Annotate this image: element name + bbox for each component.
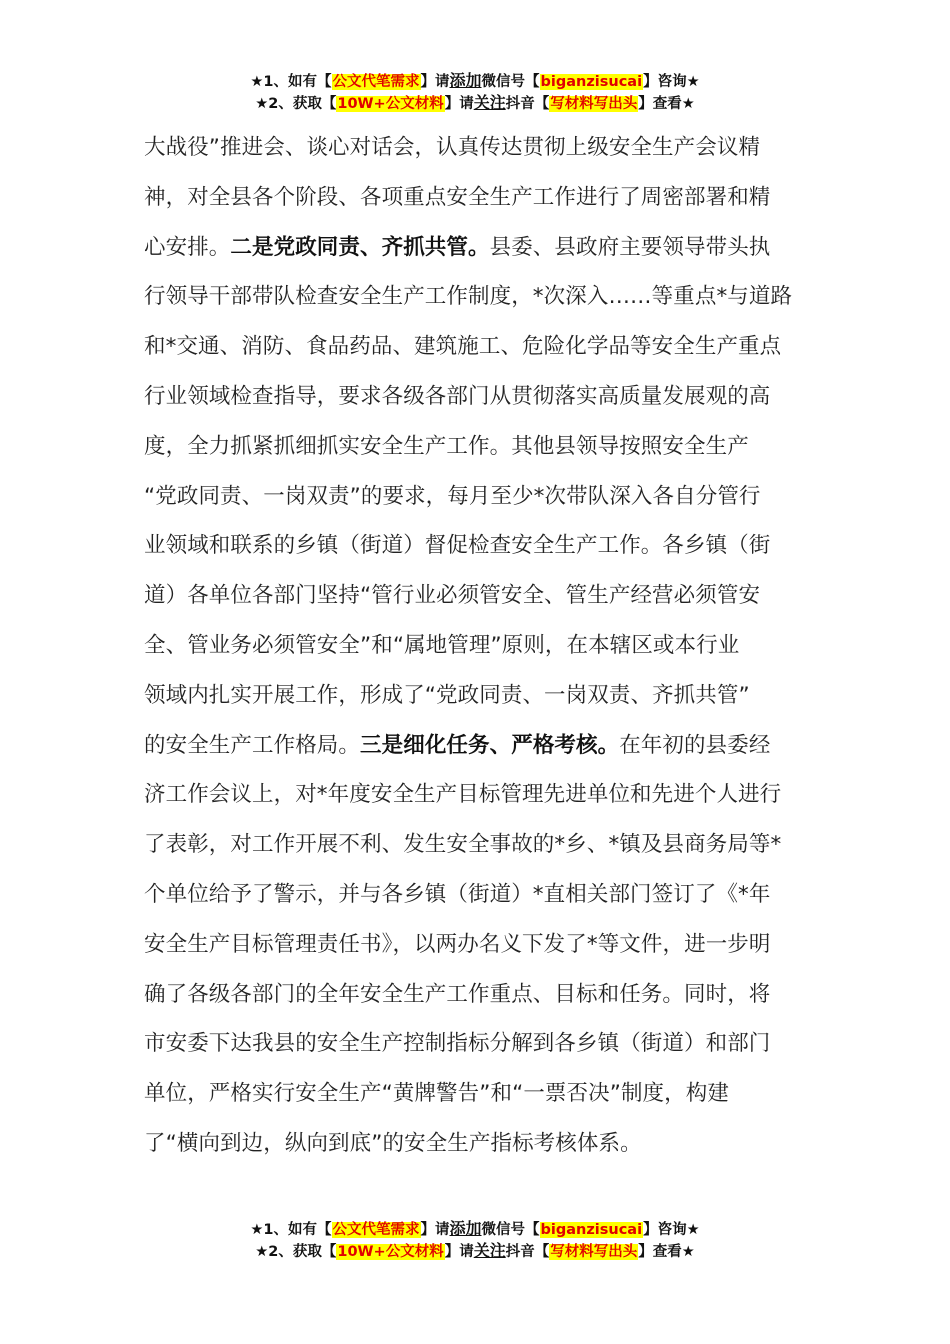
document-body — [144, 123, 808, 1169]
section-heading-2: 二是党政同责、齐抓共管。 — [230, 234, 490, 260]
banner-douyin-id: 写材料写出头 — [550, 1244, 638, 1260]
banner-text: ★1、如有【 — [250, 1222, 332, 1238]
body-text-segment: 心安排。 — [144, 234, 231, 260]
body-line — [144, 223, 808, 273]
body-line: “党政同责、一岗双责”的要求，每月至少*次带队深入各自分管行 — [144, 483, 761, 509]
body-line: 安全生产目标管理责任书》，以两办名义下发了*等文件，进一步明 — [144, 931, 771, 957]
body-line: 市安委下达我县的安全生产控制指标分解到各乡镇（街道）和部门 — [144, 1031, 771, 1057]
banner-text: 】请 — [444, 96, 474, 112]
banner-text: ★2、获取【 — [255, 96, 337, 112]
body-line: 全、管业务必须管安全”和“属地管理”原则，在本辖区或本行业 — [144, 632, 740, 658]
banner-line-1 — [0, 1218, 950, 1240]
banner-wechat-id: biganzisucai — [540, 1222, 643, 1238]
banner-text: ★2、获取【 — [255, 1244, 337, 1260]
body-line: 单位，严格实行安全生产“黄牌警告”和“一票否决”制度，构建 — [144, 1081, 729, 1107]
banner-text: 抖音【 — [505, 1244, 550, 1260]
banner-text: 】咨询★ — [643, 74, 700, 90]
banner-text: 】请 — [420, 1222, 450, 1238]
header-banner — [0, 70, 950, 114]
banner-text: 】查看★ — [638, 96, 695, 112]
banner-text: 微信号【 — [481, 1222, 540, 1238]
banner-text: 】请 — [444, 1244, 474, 1260]
banner-underline: 关注 — [473, 93, 506, 112]
banner-text: ★1、如有【 — [250, 74, 332, 90]
banner-wechat-id: biganzisucai — [540, 74, 643, 90]
banner-douyin-id: 写材料写出头 — [550, 96, 638, 112]
banner-underline: 添加 — [449, 1219, 482, 1238]
body-text-segment: 的安全生产工作格局。 — [144, 732, 361, 758]
body-line — [144, 721, 808, 771]
banner-text: 】请 — [420, 74, 450, 90]
banner-text: 抖音【 — [505, 96, 550, 112]
body-text-segment: 在年初的县委经 — [619, 732, 771, 758]
banner-line-1 — [0, 70, 950, 92]
body-line: 确了各级各部门的全年安全生产工作重点、目标和任务。同时，将 — [144, 981, 771, 1007]
footer-banner — [0, 1218, 950, 1262]
banner-underline: 添加 — [449, 71, 482, 90]
body-line: 度，全力抓紧抓细抓实安全生产工作。其他县领导按照安全生产 — [144, 433, 749, 459]
body-line: 神，对全县各个阶段、各项重点安全生产工作进行了周密部署和精 — [144, 184, 771, 210]
body-line: 个单位给予了警示，并与各乡镇（街道）*直相关部门签订了《*年 — [144, 881, 771, 907]
body-line: 和*交通、消防、食品药品、建筑施工、危险化学品等安全生产重点 — [144, 334, 782, 360]
banner-text: 】查看★ — [638, 1244, 695, 1260]
banner-highlight: 10W+公文材料 — [337, 96, 444, 112]
body-line: 行业领域检查指导，要求各级各部门从贯彻落实高质量发展观的高 — [144, 383, 771, 409]
banner-highlight: 10W+公文材料 — [337, 1244, 444, 1260]
body-line: 了表彰，对工作开展不利、发生安全事故的*乡、*镇及县商务局等* — [144, 832, 782, 858]
body-line: 了“横向到边，纵向到底”的安全生产指标考核体系。 — [144, 1130, 642, 1156]
body-line: 领域内扎实开展工作，形成了“党政同责、一岗双责、齐抓共管” — [144, 682, 750, 708]
body-line: 大战役”推进会、谈心对话会，认真传达贯彻上级安全生产会议精 — [144, 135, 761, 160]
banner-text: 微信号【 — [481, 74, 540, 90]
body-text-segment: 县委、县政府主要领导带头执 — [489, 234, 771, 260]
banner-line-2 — [0, 1240, 950, 1262]
banner-line-2 — [0, 92, 950, 114]
body-line: 行领导干部带队检查安全生产工作制度，*次深入……等重点*与道路 — [144, 284, 793, 310]
banner-highlight: 公文代笔需求 — [332, 1222, 420, 1238]
banner-underline: 关注 — [473, 1241, 506, 1260]
banner-text: 】咨询★ — [643, 1222, 700, 1238]
body-line: 业领域和联系的乡镇（街道）督促检查安全生产工作。各乡镇（街 — [144, 533, 771, 559]
body-line: 济工作会议上，对*年度安全生产目标管理先进单位和先进个人进行 — [144, 782, 782, 808]
body-line: 道）各单位各部门坚持“管行业必须管安全、管生产经营必须管安 — [144, 583, 761, 609]
banner-highlight: 公文代笔需求 — [332, 74, 420, 90]
section-heading-3: 三是细化任务、严格考核。 — [360, 732, 620, 758]
